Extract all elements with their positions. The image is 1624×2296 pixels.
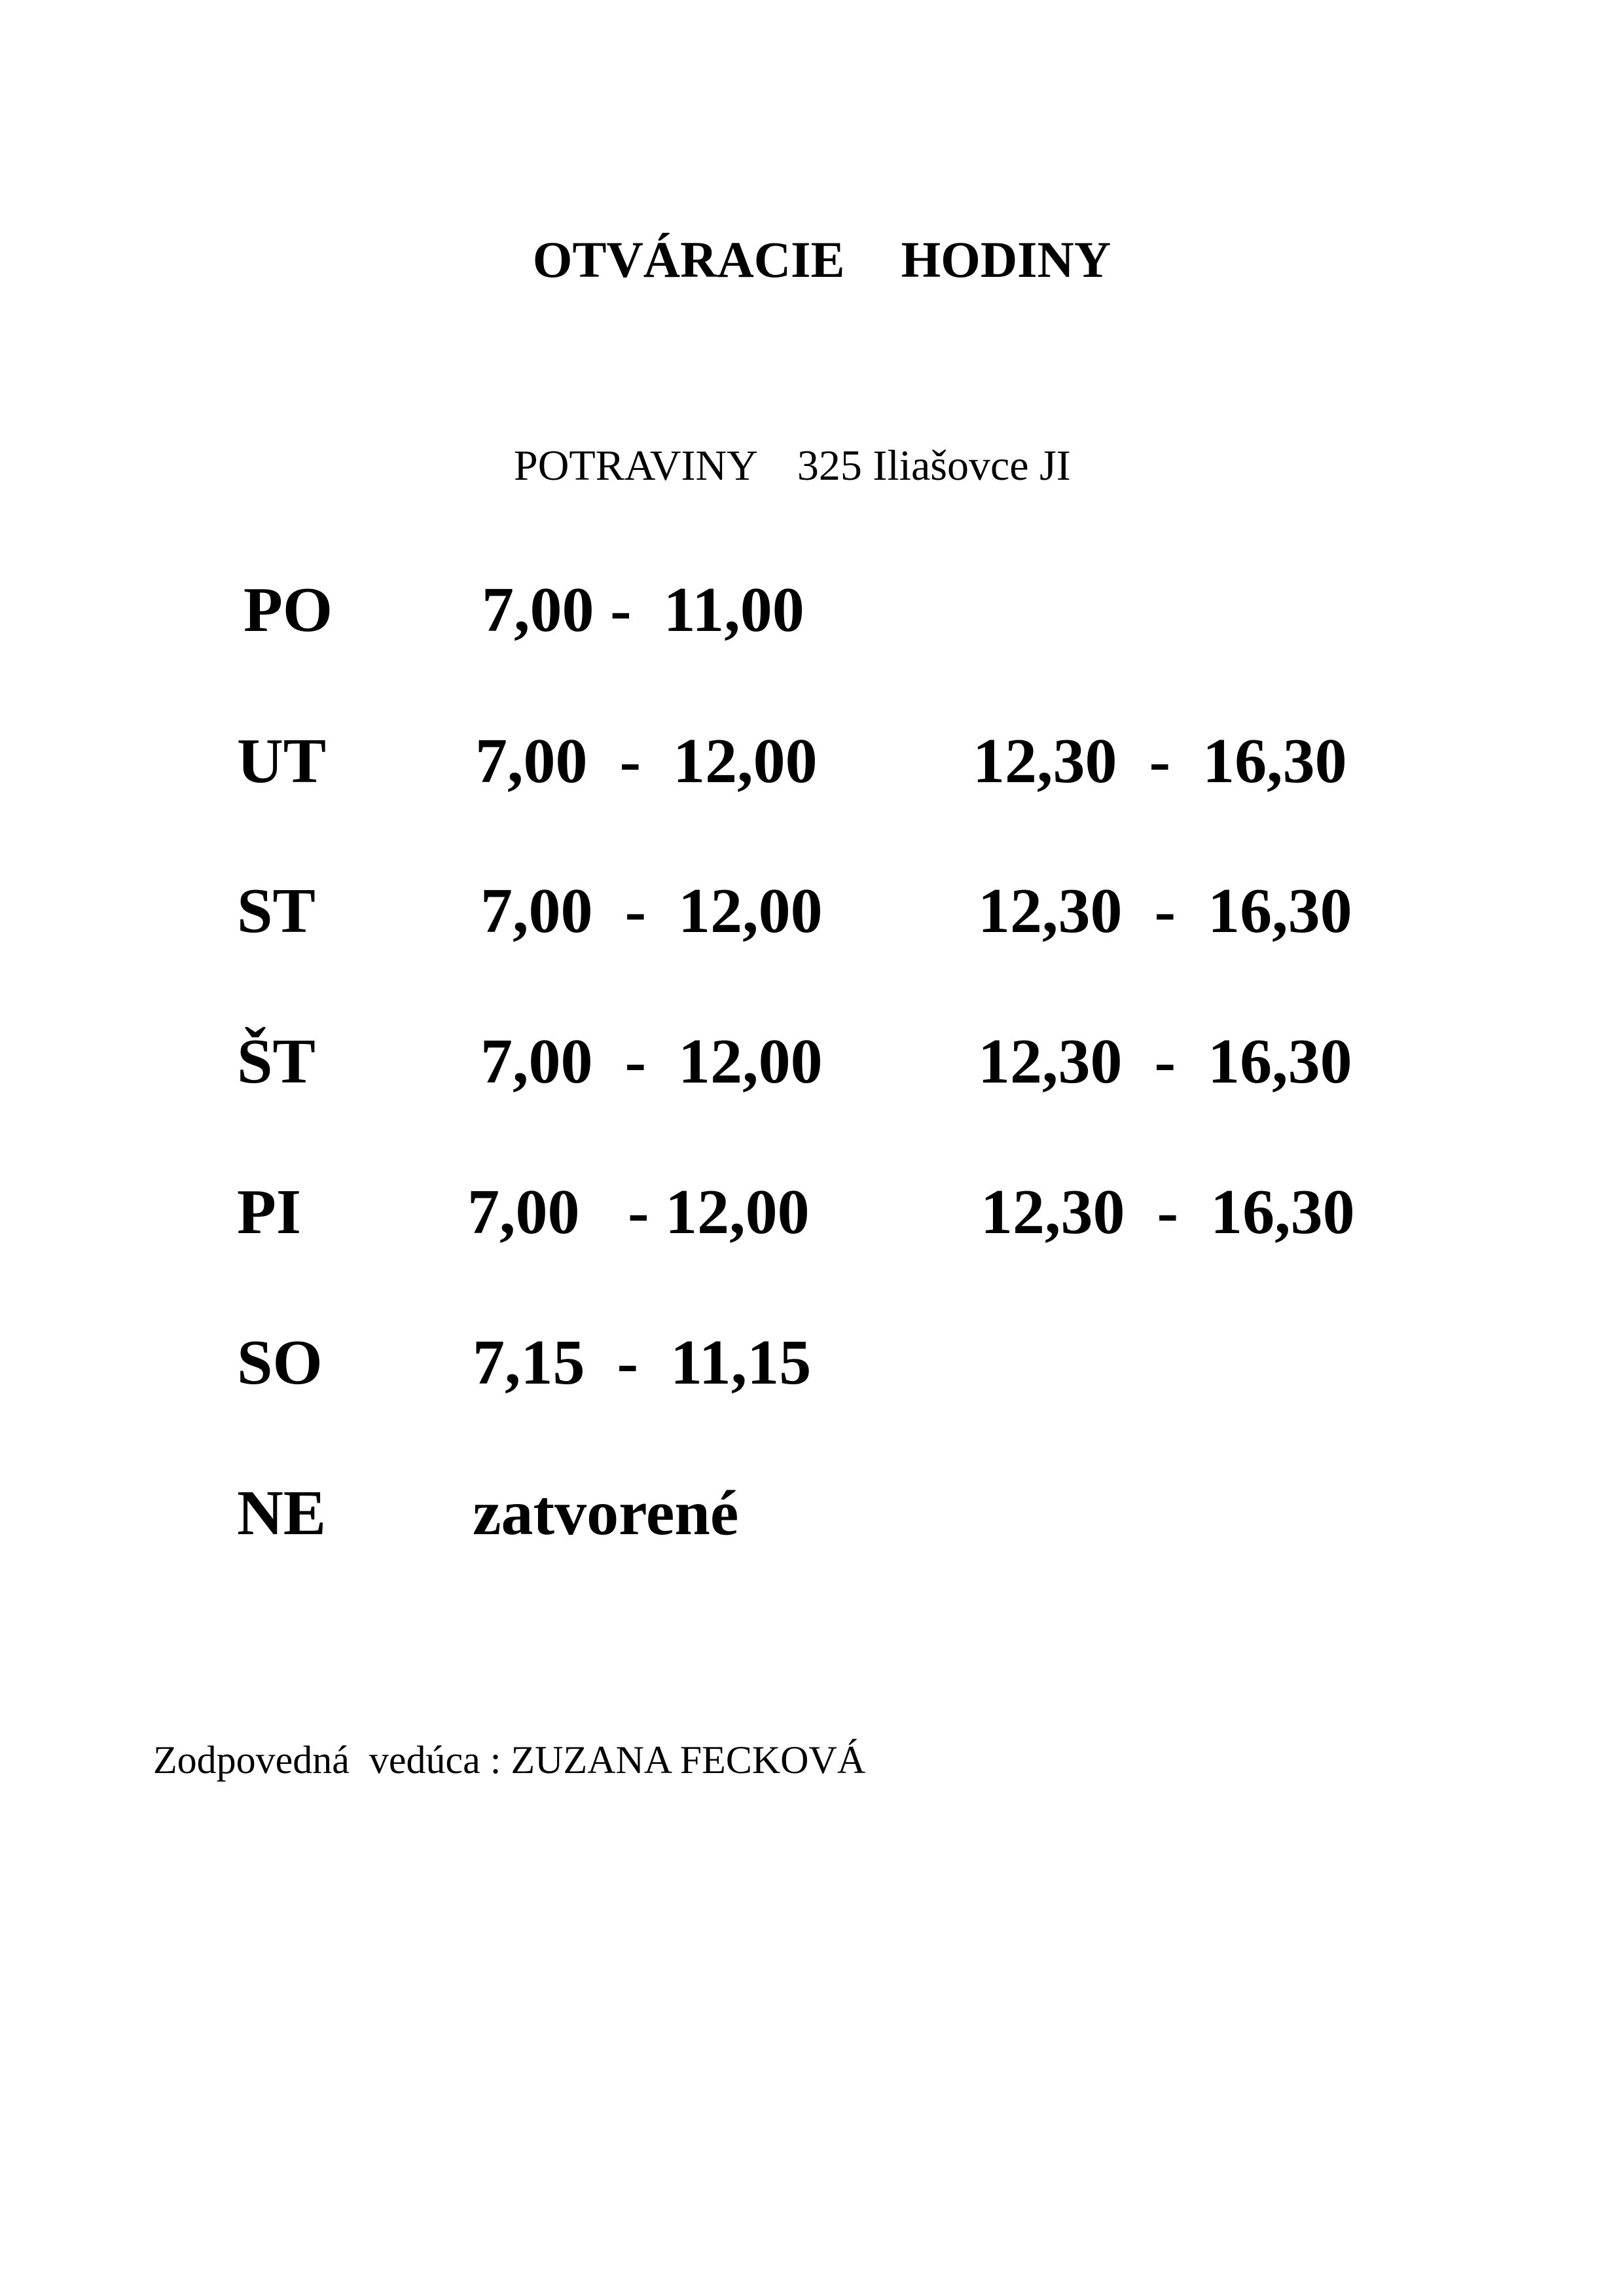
day-label: PO bbox=[244, 575, 333, 645]
day-label: PI bbox=[237, 1177, 301, 1247]
schedule-row-st bbox=[0, 872, 1624, 950]
afternoon-hours: 12,30 - 16,30 bbox=[973, 726, 1347, 797]
store-name: POTRAVINY bbox=[514, 442, 758, 490]
day-label: UT bbox=[237, 726, 327, 797]
afternoon-hours: 12,30 - 16,30 bbox=[978, 876, 1352, 946]
schedule-row-ut bbox=[0, 722, 1624, 800]
schedule-row-so bbox=[0, 1323, 1624, 1402]
afternoon-hours: 12,30 - 16,30 bbox=[981, 1177, 1355, 1247]
store-line bbox=[514, 440, 1071, 492]
manager-label: Zodpovedná vedúca : bbox=[153, 1738, 501, 1782]
morning-hours: 7,00 - 12,00 bbox=[480, 876, 823, 946]
schedule-row-pi bbox=[0, 1173, 1624, 1251]
morning-hours: 7,00 - 12,00 bbox=[480, 1026, 823, 1097]
closed-label: zatvorené bbox=[473, 1478, 739, 1549]
manager-line bbox=[153, 1736, 865, 1784]
day-label: NE bbox=[237, 1478, 327, 1549]
morning-hours: 7,00 - 12,00 bbox=[467, 1177, 810, 1247]
schedule-row-po bbox=[0, 571, 1624, 649]
day-label: ŠT bbox=[237, 1026, 316, 1097]
page-title bbox=[0, 230, 1624, 289]
store-address: 325 Iliašovce JI bbox=[797, 442, 1071, 490]
schedule-row-ne bbox=[0, 1474, 1624, 1552]
title-word-1: OTVÁRACIE bbox=[532, 231, 845, 288]
title-word-2: HODINY bbox=[901, 231, 1111, 288]
day-label: SO bbox=[237, 1327, 323, 1398]
day-label: ST bbox=[237, 876, 316, 946]
schedule-row-st2 bbox=[0, 1022, 1624, 1101]
morning-hours: 7,00 - 12,00 bbox=[475, 726, 818, 797]
morning-hours: 7,15 - 11,15 bbox=[473, 1327, 812, 1398]
manager-name: ZUZANA FECKOVÁ bbox=[511, 1738, 866, 1782]
afternoon-hours: 12,30 - 16,30 bbox=[978, 1026, 1352, 1097]
morning-hours: 7,00 - 11,00 bbox=[482, 575, 804, 645]
